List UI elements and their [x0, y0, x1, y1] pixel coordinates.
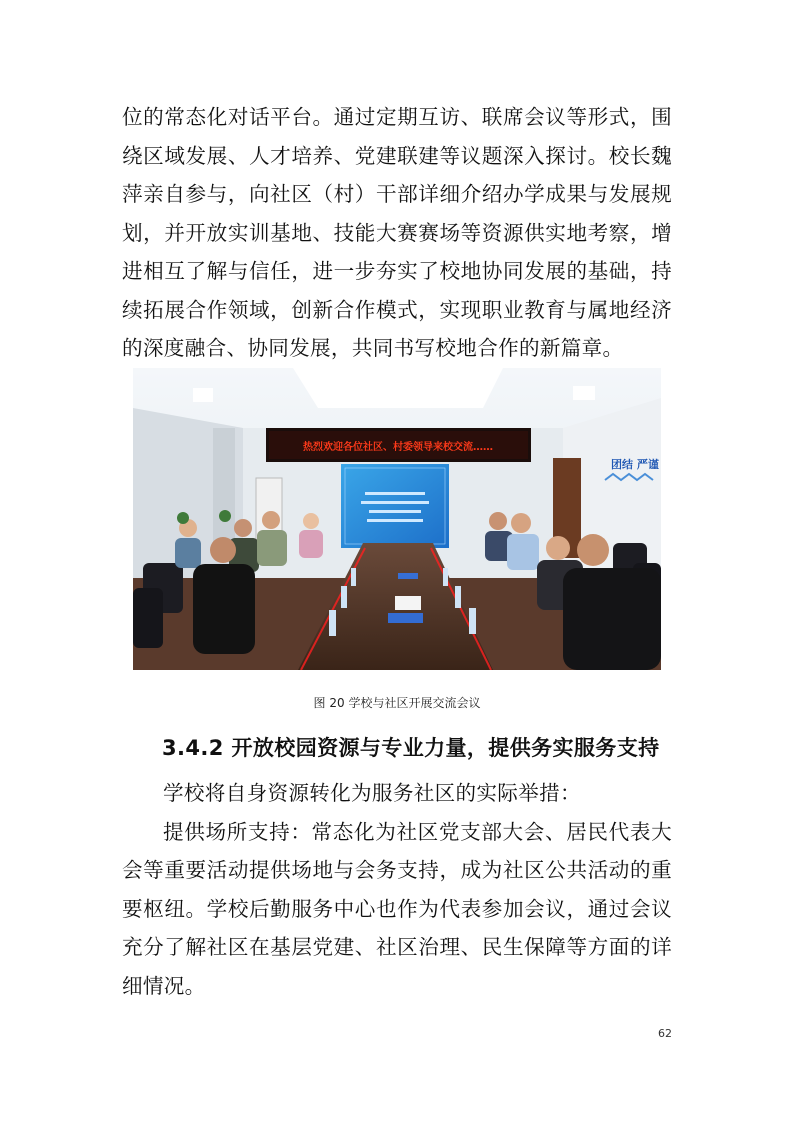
text-line: 进相互了解与信任，进一步夯实了校地协同发展的基础，持 [122, 259, 672, 283]
paragraph-1 [122, 98, 672, 368]
led-banner-text: 热烈欢迎各位社区、村委领导来校交流…… [303, 442, 493, 453]
text-line: 学校将自身资源转化为服务社区的实际举措： [163, 781, 581, 805]
meeting-photo [133, 368, 661, 670]
page-number: 62 [658, 1027, 672, 1040]
wall-slogan: 团结 严谨 [611, 458, 659, 471]
paragraph-2 [122, 774, 672, 1005]
figure-caption: 图 20 学校与社区开展交流会议 [313, 696, 481, 710]
text-line: 要枢纽。学校后勤服务中心也作为代表参加会议，通过会议 [122, 896, 672, 921]
section-heading: 3.4.2 开放校园资源与专业力量，提供务实服务支持 [162, 736, 660, 760]
text-line: 充分了解社区在基层党建、社区治理、民生保障等方面的详 [122, 935, 672, 959]
text-line: 续拓展合作领域，创新合作模式，实现职业教育与属地经济 [122, 297, 672, 322]
text-line: 萍亲自参与，向社区（村）干部详细介绍办学成果与发展规 [122, 182, 672, 206]
text-line: 的深度融合、协同发展，共同书写校地合作的新篇章。 [122, 336, 624, 360]
text-line: 提供场所支持：常态化为社区党支部大会、居民代表大 [163, 819, 672, 844]
text-line: 细情况。 [122, 973, 206, 998]
text-line: 划，并开放实训基地、技能大赛赛场等资源供实地考察，增 [122, 220, 672, 245]
text-line: 绕区域发展、人才培养、党建联建等议题深入探讨。校长魏 [122, 143, 672, 168]
text-line: 会等重要活动提供场地与会务支持，成为社区公共活动的重 [122, 858, 672, 882]
text-line: 位的常态化对话平台。通过定期互访、联席会议等形式，围 [122, 105, 672, 129]
